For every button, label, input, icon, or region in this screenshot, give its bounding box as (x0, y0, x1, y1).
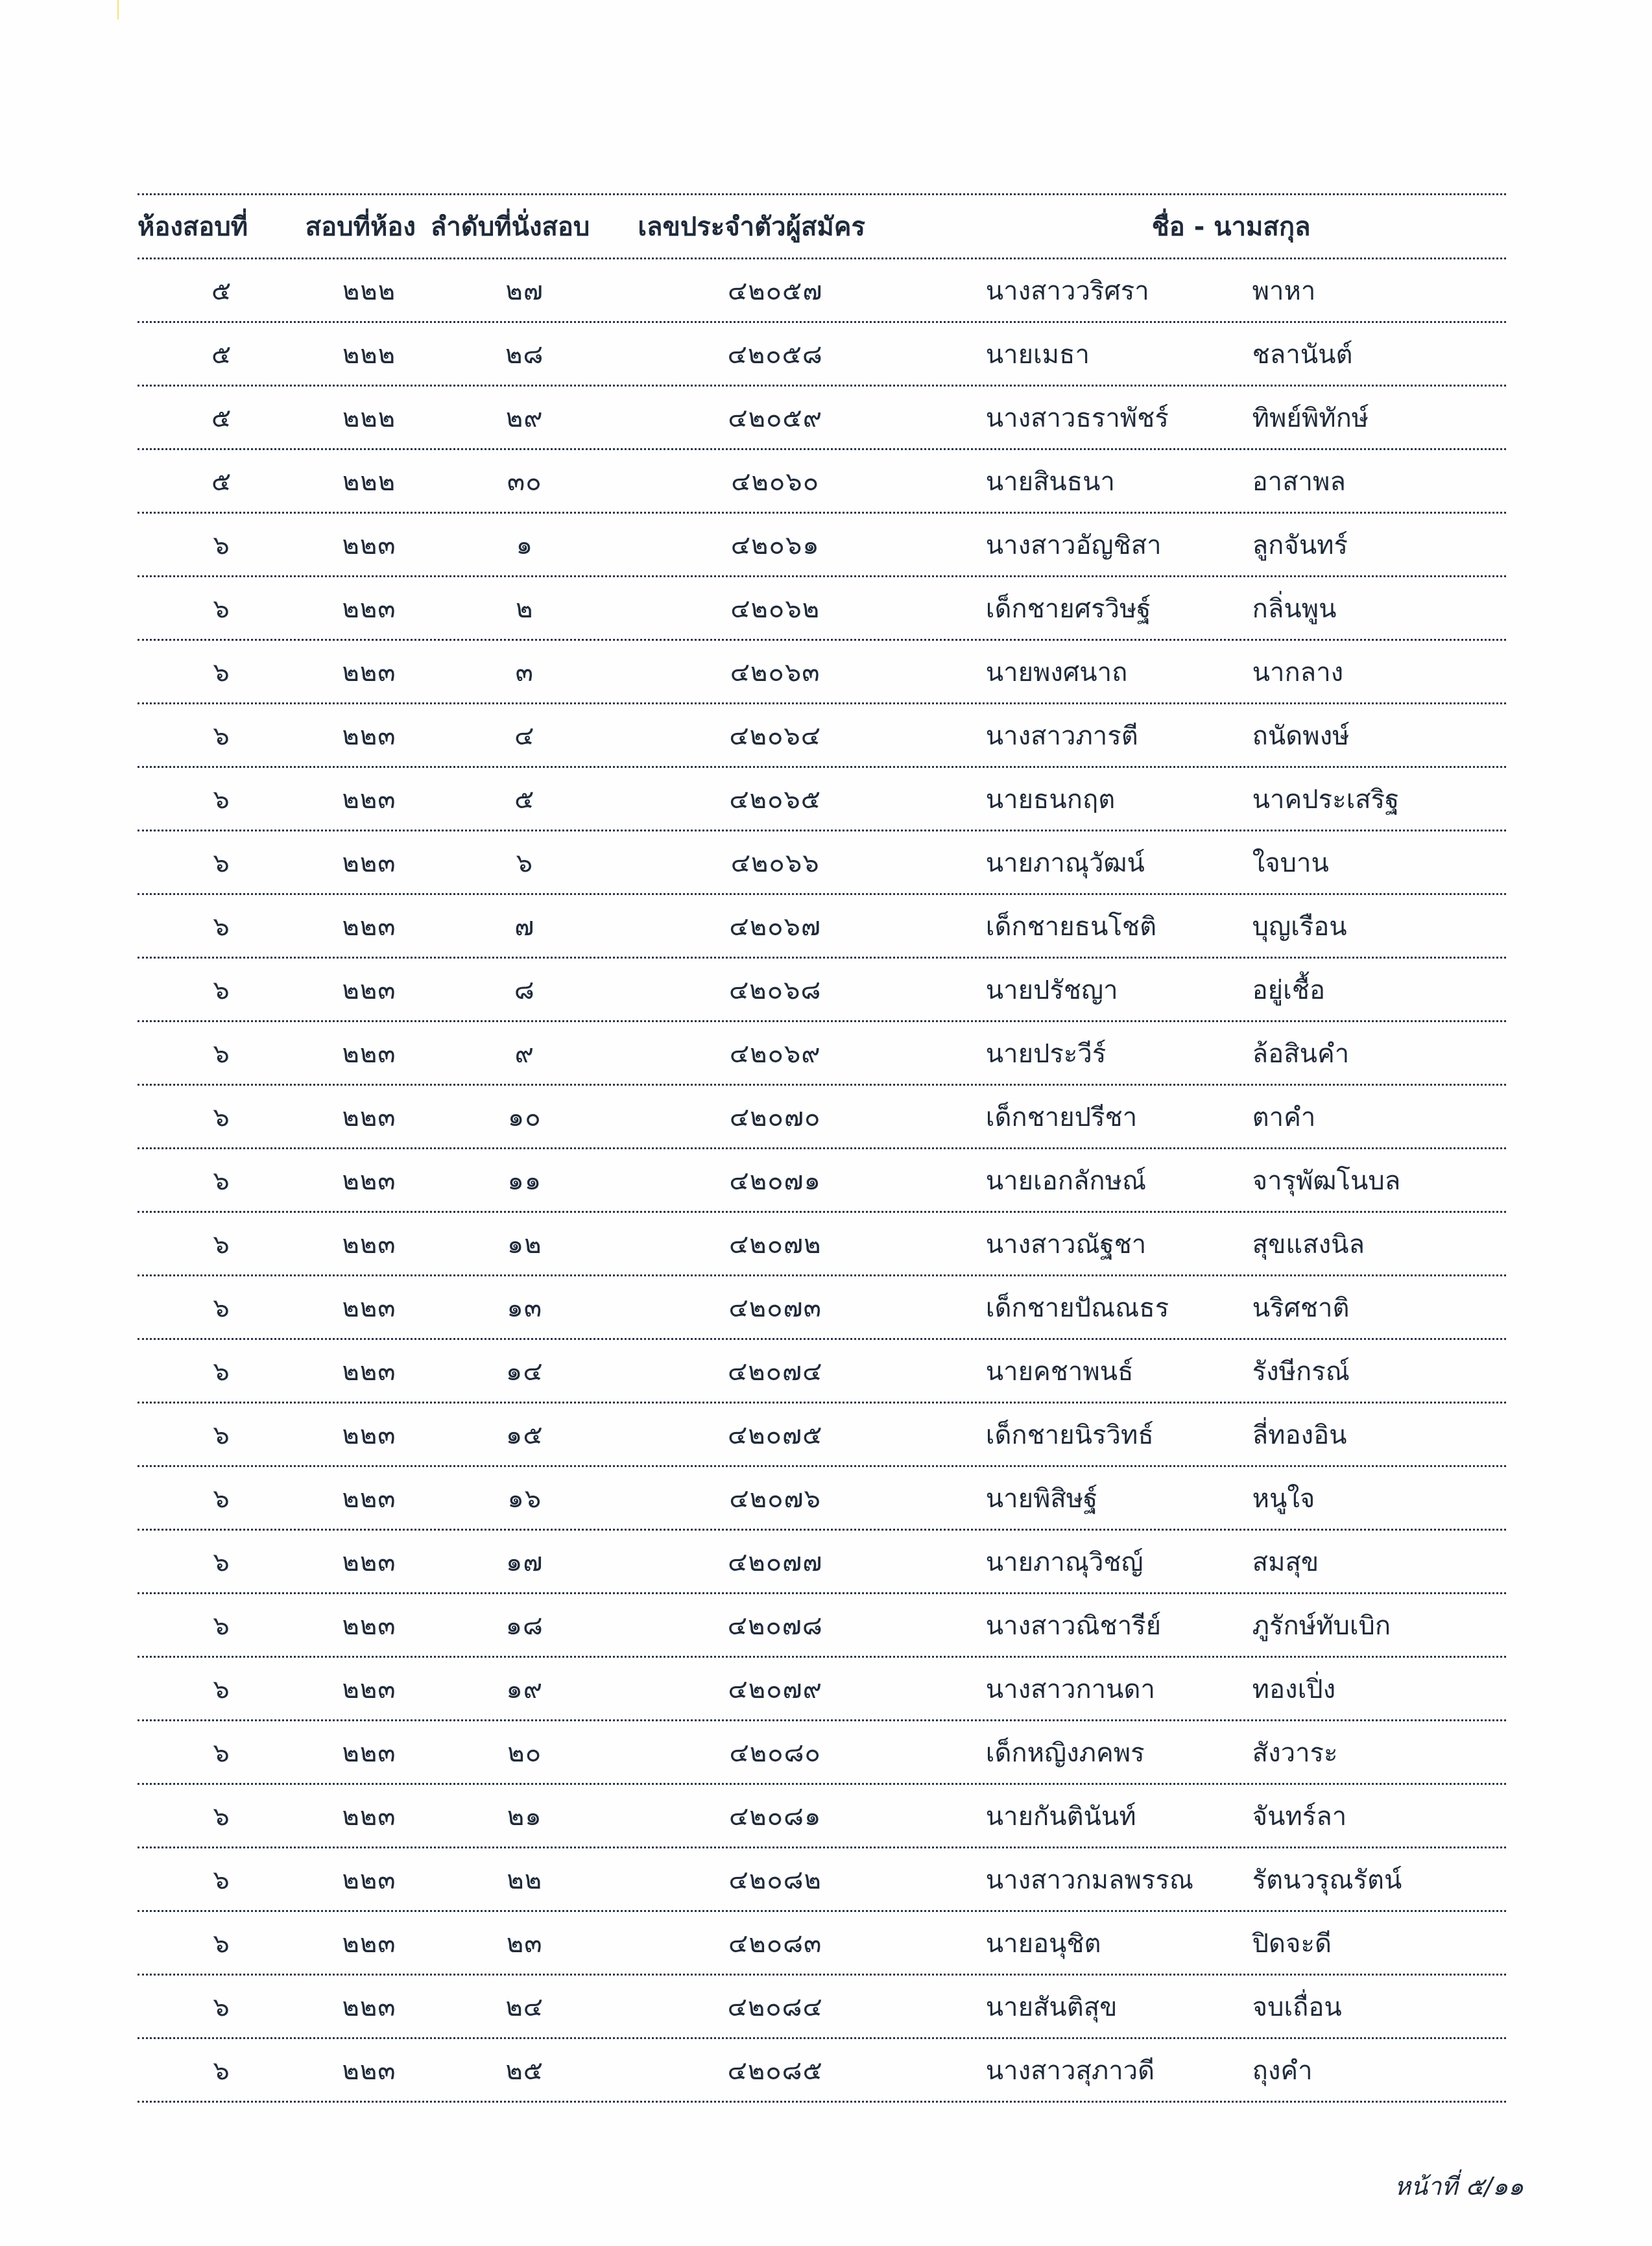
cell-seat: ๒๑ (507, 1801, 542, 1832)
cell-room: ๖ (213, 1483, 230, 1514)
cell-last-name: บุญเรือน (1252, 911, 1347, 942)
cell-first-name: นายประวีร์ (985, 1038, 1107, 1069)
table-row (138, 1976, 1506, 2037)
table-row (138, 895, 1506, 957)
table-row (138, 1022, 1506, 1084)
cell-applicant-id: ๔๒๐๘๕ (727, 2055, 823, 2086)
cell-applicant-id: ๔๒๐๖๖ (730, 848, 820, 878)
cell-first-name: นางสาวกมลพรรณ (985, 1865, 1193, 1895)
cell-exam-room: ๒๒๓ (342, 975, 396, 1005)
cell-exam-room: ๒๒๓ (342, 530, 396, 560)
cell-first-name: นางสาวสุภาวดี (985, 2055, 1155, 2086)
cell-seat: ๘ (514, 975, 535, 1005)
cell-applicant-id: ๔๒๐๖๓ (730, 657, 820, 687)
cell-seat: ๑๕ (505, 1420, 544, 1450)
cell-last-name: ลูกจันทร์ (1252, 530, 1348, 560)
cell-last-name: สุขแสงนิล (1252, 1229, 1365, 1260)
cell-applicant-id: ๔๒๐๗๐ (729, 1102, 821, 1132)
cell-seat: ๒๓ (506, 1928, 543, 1959)
cell-room: ๖ (213, 848, 230, 878)
cell-last-name: ชลานันต์ (1252, 339, 1353, 370)
cell-first-name: นายสินธนา (985, 466, 1115, 497)
cell-exam-room: ๒๒๒ (342, 466, 396, 497)
table-row (138, 1658, 1506, 1719)
cell-first-name: เด็กชายธนโชติ (985, 911, 1157, 942)
cell-room: ๖ (213, 1038, 230, 1069)
cell-exam-room: ๒๒๓ (342, 1229, 396, 1260)
page-number: หน้าที่ ๕/๑๑ (1395, 2172, 1524, 2201)
table-row (138, 1848, 1506, 1910)
cell-first-name: นายคชาพนธ์ (985, 1356, 1134, 1387)
cell-exam-room: ๒๒๓ (342, 1801, 396, 1832)
cell-applicant-id: ๔๒๐๗๓ (728, 1293, 822, 1323)
cell-room: ๖ (213, 784, 230, 815)
cell-room: ๖ (213, 657, 230, 687)
table-row (138, 1912, 1506, 1974)
table-row (138, 1276, 1506, 1338)
table-row (138, 577, 1506, 639)
cell-last-name: หนูใจ (1252, 1483, 1315, 1514)
cell-exam-room: ๒๒๓ (342, 1420, 396, 1450)
cell-room: ๖ (213, 721, 230, 751)
cell-room: ๖ (213, 1865, 230, 1895)
cell-first-name: นางสาวภารตี (985, 721, 1138, 751)
cell-exam-room: ๒๒๓ (342, 1547, 396, 1577)
cell-first-name: เด็กชายปรีชา (985, 1102, 1138, 1132)
table-row (138, 831, 1506, 893)
table-row (138, 768, 1506, 830)
cell-seat: ๒๙ (505, 403, 544, 433)
cell-first-name: นายพงศนาถ (985, 657, 1128, 687)
cell-room: ๖ (213, 1801, 230, 1832)
cell-room: ๖ (213, 1293, 230, 1323)
cell-room: ๖ (213, 1102, 230, 1132)
table-row (138, 514, 1506, 575)
cell-seat: ๙ (514, 1038, 534, 1069)
table-row (138, 704, 1506, 766)
table-row (138, 259, 1506, 321)
table-row (138, 1213, 1506, 1274)
cell-seat: ๑๗ (506, 1547, 544, 1577)
cell-room: ๖ (213, 1547, 230, 1577)
cell-exam-room: ๒๒๓ (342, 1738, 396, 1768)
cell-exam-room: ๒๒๓ (342, 593, 396, 624)
cell-applicant-id: ๔๒๐๖๗ (729, 911, 821, 942)
cell-exam-room: ๒๒๒ (342, 403, 396, 433)
table-row (138, 1149, 1506, 1211)
table-row (138, 323, 1506, 385)
cell-room: ๖ (213, 1610, 230, 1641)
cell-last-name: อาสาพล (1252, 466, 1346, 497)
cell-first-name: นางสาวณิชารีย์ (985, 1610, 1162, 1641)
cell-first-name: นายเอกลักษณ์ (985, 1165, 1147, 1196)
cell-applicant-id: ๔๒๐๘๓ (728, 1928, 822, 1959)
scan-artifact (117, 0, 119, 19)
cell-last-name: นากลาง (1252, 657, 1344, 687)
cell-room: ๖ (213, 530, 230, 560)
cell-applicant-id: ๔๒๐๖๑ (730, 530, 820, 560)
cell-exam-room: ๒๒๒ (342, 339, 396, 370)
cell-exam-room: ๒๒๓ (342, 1610, 396, 1641)
cell-seat: ๑๔ (505, 1356, 544, 1387)
header-name: ชื่อ - นามสกุล (1151, 212, 1311, 242)
cell-seat: ๑๙ (506, 1674, 544, 1704)
cell-last-name: ถนัดพงษ์ (1252, 721, 1350, 751)
cell-applicant-id: ๔๒๐๗๒ (728, 1229, 822, 1260)
cell-room: ๖ (213, 1165, 230, 1196)
cell-exam-room: ๒๒๒ (342, 276, 396, 306)
cell-last-name: พาหา (1252, 276, 1316, 306)
cell-last-name: สมสุข (1252, 1547, 1319, 1577)
cell-exam-room: ๒๒๓ (342, 1165, 396, 1196)
table-row (138, 450, 1506, 512)
cell-room: ๖ (213, 1674, 230, 1704)
cell-applicant-id: ๔๒๐๗๑ (729, 1165, 821, 1196)
cell-applicant-id: ๔๒๐๗๖ (729, 1483, 821, 1514)
cell-room: ๕ (211, 339, 232, 370)
cell-exam-room: ๒๒๓ (342, 1293, 396, 1323)
table-row (138, 387, 1506, 448)
cell-exam-room: ๒๒๓ (342, 1483, 396, 1514)
cell-applicant-id: ๔๒๐๖๙ (729, 1038, 821, 1069)
cell-applicant-id: ๔๒๐๘๔ (727, 1992, 823, 2022)
cell-last-name: รัตนวรุณรัตน์ (1252, 1865, 1402, 1895)
cell-exam-room: ๒๒๓ (342, 911, 396, 942)
cell-exam-room: ๒๒๓ (342, 1038, 396, 1069)
cell-first-name: นางสาวธราพัชร์ (985, 403, 1169, 433)
cell-exam-room: ๒๒๓ (342, 721, 396, 751)
cell-exam-room: ๒๒๓ (342, 1928, 396, 1959)
cell-exam-room: ๒๒๓ (342, 1992, 396, 2022)
cell-first-name: นางสาวอัญชิสา (985, 530, 1162, 560)
cell-last-name: ทิพย์พิทักษ์ (1252, 403, 1369, 433)
cell-applicant-id: ๔๒๐๗๙ (728, 1674, 822, 1704)
cell-applicant-id: ๔๒๐๖๒ (730, 593, 820, 624)
cell-first-name: เด็กชายนิรวิทธ์ (985, 1420, 1154, 1450)
table-header-row (138, 195, 1506, 257)
row-divider (138, 2101, 1506, 2103)
cell-room: ๖ (213, 1992, 230, 2022)
cell-last-name: ทองเปิ่ง (1252, 1674, 1336, 1704)
cell-applicant-id: ๔๒๐๘๒ (728, 1865, 822, 1895)
cell-seat: ๖ (516, 848, 533, 878)
table-row (138, 1086, 1506, 1147)
cell-exam-room: ๒๒๓ (342, 848, 396, 878)
cell-last-name: สังวาระ (1252, 1738, 1338, 1768)
table-row (138, 2039, 1506, 2101)
cell-seat: ๗ (514, 911, 535, 942)
cell-applicant-id: ๔๒๐๖๘ (729, 975, 822, 1005)
cell-first-name: นายเมธา (985, 339, 1090, 370)
cell-last-name: ปิดจะดี (1252, 1928, 1332, 1959)
cell-first-name: นายภาณุวิชญ์ (985, 1547, 1143, 1577)
cell-first-name: นายกันตินันท์ (985, 1801, 1136, 1832)
cell-applicant-id: ๔๒๐๗๗ (728, 1547, 823, 1577)
cell-last-name: ถุงคำ (1252, 2055, 1313, 2086)
cell-seat: ๒๕ (505, 2055, 544, 2086)
cell-seat: ๒๐ (507, 1738, 542, 1768)
cell-room: ๖ (213, 975, 230, 1005)
cell-first-name: เด็กหญิงภคพร (985, 1738, 1145, 1768)
cell-seat: ๔ (514, 721, 535, 751)
cell-first-name: นางสาววริศรา (985, 276, 1149, 306)
cell-applicant-id: ๔๒๐๖๔ (729, 721, 822, 751)
cell-last-name: ลี่ทองอิน (1252, 1420, 1347, 1450)
cell-first-name: นายภาณุวัฒน์ (985, 848, 1145, 878)
cell-first-name: นางสาวณัฐชา (985, 1229, 1147, 1260)
cell-room: ๕ (211, 276, 232, 306)
table-row (138, 1721, 1506, 1783)
cell-exam-room: ๒๒๓ (342, 1865, 396, 1895)
cell-applicant-id: ๔๒๐๕๘ (727, 339, 823, 370)
cell-seat: ๑๖ (507, 1483, 542, 1514)
table-row (138, 641, 1506, 702)
cell-room: ๖ (213, 1229, 230, 1260)
cell-seat: ๕ (514, 784, 535, 815)
seating-table (138, 193, 1506, 2103)
table-row (138, 1467, 1506, 1529)
header-exam-room: สอบที่ห้อง (305, 212, 416, 242)
cell-first-name: นางสาวกานดา (985, 1674, 1155, 1704)
cell-seat: ๒๗ (505, 276, 544, 306)
cell-last-name: ใจบาน (1252, 848, 1329, 878)
table-row (138, 1594, 1506, 1656)
cell-room: ๖ (213, 2055, 230, 2086)
cell-applicant-id: ๔๒๐๖๕ (729, 784, 822, 815)
cell-seat: ๑๒ (507, 1229, 542, 1260)
cell-first-name: นายสันติสุข (985, 1992, 1118, 2022)
cell-applicant-id: ๔๒๐๗๕ (727, 1420, 823, 1450)
cell-last-name: นริศชาติ (1252, 1293, 1350, 1323)
cell-seat: ๓ (515, 657, 534, 687)
cell-room: ๕ (211, 403, 232, 433)
cell-seat: ๑๘ (505, 1610, 544, 1641)
cell-last-name: รังษีกรณ์ (1252, 1356, 1350, 1387)
cell-last-name: อยู่เชื้อ (1252, 975, 1325, 1005)
cell-room: ๖ (213, 1356, 230, 1387)
cell-seat: ๒๒ (507, 1865, 543, 1895)
cell-seat: ๑ (516, 530, 533, 560)
cell-applicant-id: ๔๒๐๕๗ (727, 276, 823, 306)
header-room: ห้องสอบที่ (138, 212, 248, 242)
cell-seat: ๓๐ (507, 466, 542, 497)
cell-exam-room: ๒๒๓ (342, 1102, 396, 1132)
cell-last-name: จบเถื่อน (1252, 1992, 1342, 2022)
cell-room: ๕ (211, 466, 232, 497)
cell-first-name: นายปรัชญา (985, 975, 1118, 1005)
cell-exam-room: ๒๒๓ (342, 657, 396, 687)
header-applicant-id: เลขประจำตัวผู้สมัคร (638, 212, 866, 242)
cell-exam-room: ๒๒๓ (342, 1356, 396, 1387)
table-row (138, 959, 1506, 1020)
cell-room: ๖ (213, 1420, 230, 1450)
cell-last-name: กลิ่นพูน (1252, 593, 1337, 624)
cell-applicant-id: ๔๒๐๗๔ (727, 1356, 823, 1387)
cell-seat: ๒๘ (505, 339, 544, 370)
cell-last-name: ล้อสินคำ (1252, 1038, 1350, 1069)
cell-last-name: จารุพัฒโนบล (1252, 1165, 1401, 1196)
cell-first-name: เด็กชายปัณณธร (985, 1293, 1169, 1323)
cell-last-name: ภูรักษ์ทับเบิก (1252, 1610, 1391, 1641)
cell-exam-room: ๒๒๓ (342, 784, 396, 815)
cell-exam-room: ๒๒๓ (342, 2055, 396, 2086)
cell-applicant-id: ๔๒๐๕๙ (728, 403, 822, 433)
cell-first-name: นายอนุชิต (985, 1928, 1101, 1959)
cell-first-name: นายธนกฤต (985, 784, 1116, 815)
cell-seat: ๑๐ (507, 1102, 542, 1132)
table-row (138, 1404, 1506, 1465)
cell-last-name: ตาคำ (1252, 1102, 1316, 1132)
cell-last-name: นาคประเสริฐ (1252, 784, 1400, 815)
cell-room: ๖ (213, 1928, 230, 1959)
cell-applicant-id: ๔๒๐๘๑ (729, 1801, 822, 1832)
cell-room: ๖ (213, 1738, 230, 1768)
cell-applicant-id: ๔๒๐๘๐ (729, 1738, 821, 1768)
cell-room: ๖ (213, 911, 230, 942)
cell-room: ๖ (213, 593, 230, 624)
table-row (138, 1785, 1506, 1846)
cell-exam-room: ๒๒๓ (342, 1674, 396, 1704)
cell-seat: ๑๓ (507, 1293, 543, 1323)
header-seat: ลำดับที่นั่งสอบ (430, 212, 590, 242)
table-body (138, 259, 1506, 2103)
table-row (138, 1340, 1506, 1402)
cell-last-name: จันทร์ลา (1252, 1801, 1347, 1832)
cell-applicant-id: ๔๒๐๗๘ (727, 1610, 823, 1641)
cell-applicant-id: ๔๒๐๖๐ (731, 466, 820, 497)
cell-seat: ๑๑ (507, 1165, 542, 1196)
cell-seat: ๒๔ (505, 1992, 544, 2022)
table-row (138, 1531, 1506, 1592)
cell-first-name: นายพิสิษฐ์ (985, 1483, 1098, 1514)
cell-seat: ๒ (516, 593, 534, 624)
cell-first-name: เด็กชายศรวิษฐ์ (985, 593, 1151, 624)
